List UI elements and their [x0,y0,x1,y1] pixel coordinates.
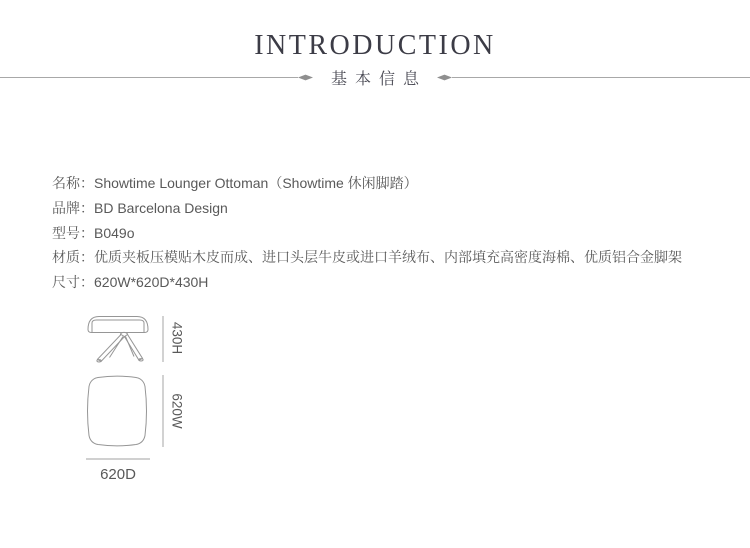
deco-line-right [437,73,750,82]
ottoman-top-view [88,376,147,446]
info-row-size [52,270,712,295]
left-rule [0,77,298,78]
top-view-outline [88,376,147,446]
section-header [0,66,750,88]
info-label: 材质： [52,249,94,266]
arrow-right-icon [298,73,313,82]
info-label: 型号： [52,224,94,241]
info-value: 优质夹板压模贴木皮而成、进口头层牛皮或进口羊绒布、内部填充高密度海棉、优质铝合金脚架 [94,249,682,266]
height-dimension-label: 430H [169,321,185,355]
right-rule [452,77,750,78]
front-left-leg [98,335,125,362]
seat-seam [92,320,144,333]
info-value: Showtime Lounger Ottoman（Showtime 休闲脚踏） [94,175,418,191]
product-info [52,171,712,295]
page-title: INTRODUCTION [254,30,496,61]
dimension-diagram [80,308,200,488]
width-dimension-label: 620W [169,393,185,429]
info-row-model [52,221,712,246]
ottoman-side-view [88,317,148,363]
info-row-material [52,245,712,270]
info-row-brand [52,196,712,221]
info-row-name [52,171,712,196]
arrow-left-icon [437,73,452,82]
info-value: BD Barcelona Design [94,199,228,216]
info-value: B049o [94,224,135,241]
seat-outline [88,317,148,333]
depth-dimension-label: 620D [100,466,136,483]
deco-line-left [0,73,313,82]
info-label: 尺寸： [52,274,94,291]
section-subtitle: 基本信息 [331,70,428,88]
info-label: 名称： [52,175,94,191]
info-label: 品牌： [52,199,94,216]
info-value: 620W*620D*430H [94,274,209,291]
